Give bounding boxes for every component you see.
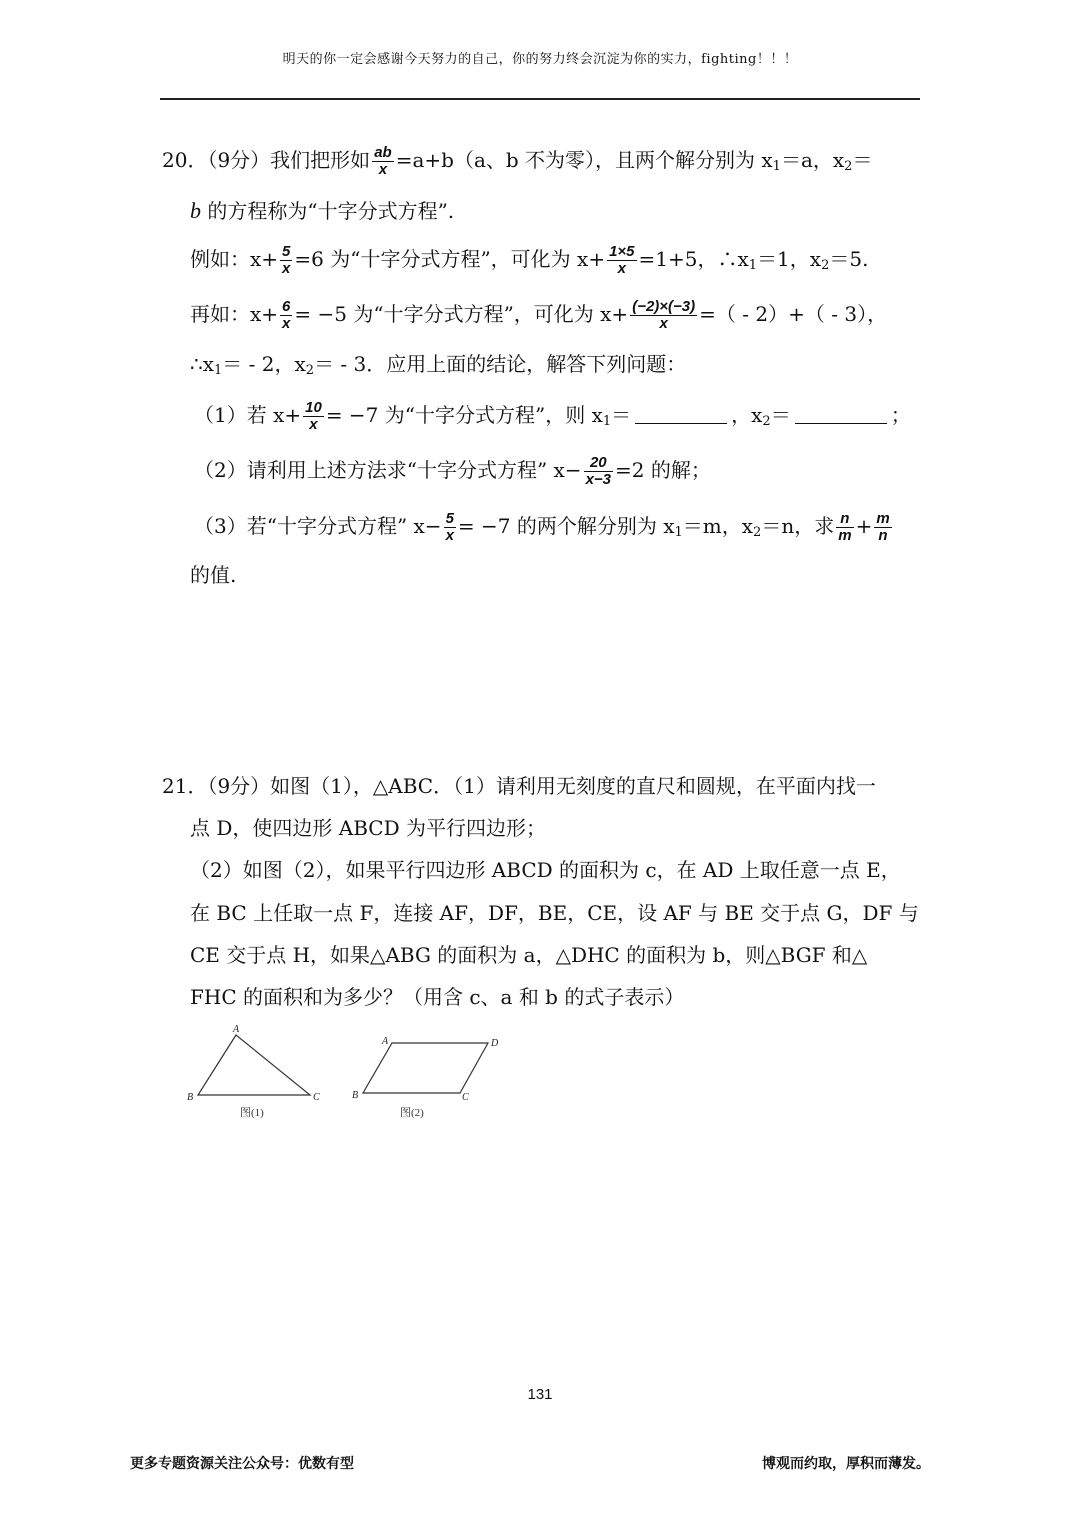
sub-1: 1 [772, 158, 781, 174]
fig2-caption: 图(2) [400, 1107, 424, 1119]
q20-frac-ab: $\frac{ab}{x}$ [374, 144, 392, 178]
ex1-mid: =6 为“十字分式方程”，可化为 x+ [294, 246, 606, 271]
p1-pre: （1）若 x+ [194, 402, 302, 427]
fig1-label-b: B [187, 1092, 194, 1103]
p3-frac: $\frac{5}{x}$ [445, 510, 454, 544]
sub-1: 1 [674, 524, 683, 540]
q20-part1 [194, 400, 911, 433]
q21-line1: 21．（9分）如图（1），△ABC．（1）请利用无刻度的直尺和圆规，在平面内找一 [162, 774, 876, 798]
p3-mid: = −7 的两个解分别为 x [457, 513, 675, 538]
p1-mid: = −7 为“十字分式方程”，则 x [325, 402, 603, 427]
l5-a: ∴x [190, 352, 215, 376]
ex2-mid: = −5 为“十字分式方程”，可化为 x+ [294, 301, 629, 326]
header-motto: 明天的你一定会感谢今天努力的自己，你的努力终会沉淀为你的实力，fighting！！！ [282, 52, 798, 67]
sub-2: 2 [821, 257, 830, 273]
ex2-frac2: $\frac{(-2)\times(-3)}{x}$ [632, 298, 696, 332]
q20-line5 [190, 352, 687, 378]
p3-plus: + [855, 513, 873, 538]
sub-2: 2 [753, 524, 762, 540]
q21-line5: CE 交于点 H，如果△ABG 的面积为 a，△DHC 的面积为 b，则△BGF 和△ [190, 943, 868, 967]
p1-end: ； [890, 402, 911, 427]
q20-example1 [190, 244, 868, 277]
sub-2: 2 [305, 363, 315, 378]
p1-eq: ＝ [611, 402, 632, 427]
p1-x2: ，x [731, 402, 763, 427]
q20-number: 20．（9分）我们把形如 [162, 147, 371, 172]
q20-example2 [190, 299, 887, 332]
q20-line1 [162, 145, 872, 178]
p3-pre: （3）若“十字分式方程” x− [194, 513, 442, 538]
q20-part3 [194, 511, 894, 544]
sub-2: 2 [762, 413, 771, 429]
p1-eq2: ＝ [770, 402, 791, 427]
q21-line2: 点 D，使四边形 ABCD 为平行四边形； [190, 816, 546, 840]
header-rule [160, 98, 920, 100]
p3-mid3: ＝n，求 [761, 513, 835, 538]
sub-1: 1 [602, 413, 612, 429]
sub-1: 1 [748, 257, 758, 273]
ex1-post: =1+5，∴x [638, 246, 749, 271]
q21-line4: 在 BC 上任取一点 F，连接 AF，DF，BE，CE，设 AF 与 BE 交于点 G，DF 与 [190, 901, 919, 925]
ex1-frac2: $\frac{1\times 5}{x}$ [609, 243, 635, 277]
q20-line1-text: =a+b（a、b 不为零），且两个解分别为 x [395, 147, 773, 172]
l5-c: ＝ - 3．应用上面的结论，解答下列问题： [314, 352, 687, 376]
ex2-frac: $\frac{6}{x}$ [282, 298, 291, 332]
ex1-post3: ＝5. [829, 246, 869, 271]
p2-pre: （2）请利用上述方法求“十字分式方程” x− [194, 457, 582, 482]
q20-part2 [194, 455, 711, 488]
answer-blank-x2[interactable] [795, 423, 887, 424]
fig1-caption: 图(1) [240, 1107, 264, 1119]
fig2-label-d: D [491, 1038, 499, 1049]
q20-line2: b 的方程称为“十字分式方程”. [190, 198, 455, 223]
ex2-post: =（ - 2）+（ - 3）， [699, 301, 888, 326]
q21-line3: （2）如图（2），如果平行四边形 ABCD 的面积为 c，在 AD 上取任意一点 E， [190, 858, 901, 882]
figure-2-parallelogram [345, 1030, 515, 1110]
q20-part3-end: 的值. [190, 563, 237, 587]
fig1-label-a: A [233, 1024, 240, 1035]
p3-frac-n-m: $\frac{n}{m}$ [838, 510, 852, 544]
ex2-pre: 再如：x+ [190, 301, 279, 326]
sub-1: 1 [214, 363, 223, 378]
q20-line1-tail: ＝a，x [780, 147, 845, 172]
p2-post: =2 的解； [615, 457, 711, 482]
fig2-label-b: B [352, 1090, 359, 1101]
fig2-label-c: C [462, 1092, 469, 1103]
answer-blank-x1[interactable] [635, 423, 727, 424]
sub-2: 2 [844, 158, 853, 174]
ex1-pre: 例如：x+ [190, 246, 279, 271]
p3-frac-m-n: $\frac{m}{n}$ [876, 510, 890, 544]
page-number: 131 [527, 1386, 553, 1403]
footer-right: 博观而约取，厚积而薄发。 [762, 1456, 930, 1472]
fig1-label-c: C [313, 1092, 320, 1103]
l5-b: ＝ - 2，x [222, 352, 306, 376]
footer-left: 更多专题资源关注公众号：优数有型 [130, 1456, 354, 1472]
fig2-label-a: A [382, 1036, 389, 1047]
p1-frac: $\frac{10}{x}$ [305, 399, 322, 433]
q20-line2-text: 的方程称为“十字分式方程”. [207, 199, 455, 223]
ex1-post2: ＝1，x [757, 246, 822, 271]
ex1-frac: $\frac{5}{x}$ [282, 243, 291, 277]
p2-frac: $\frac{20}{x-3}$ [585, 454, 612, 488]
p3-mid2: ＝m，x [682, 513, 754, 538]
q20-line1-tail2: ＝ [852, 147, 873, 172]
q21-line6: FHC 的面积和为多少？（用含 c、a 和 b 的式子表示） [190, 985, 685, 1009]
